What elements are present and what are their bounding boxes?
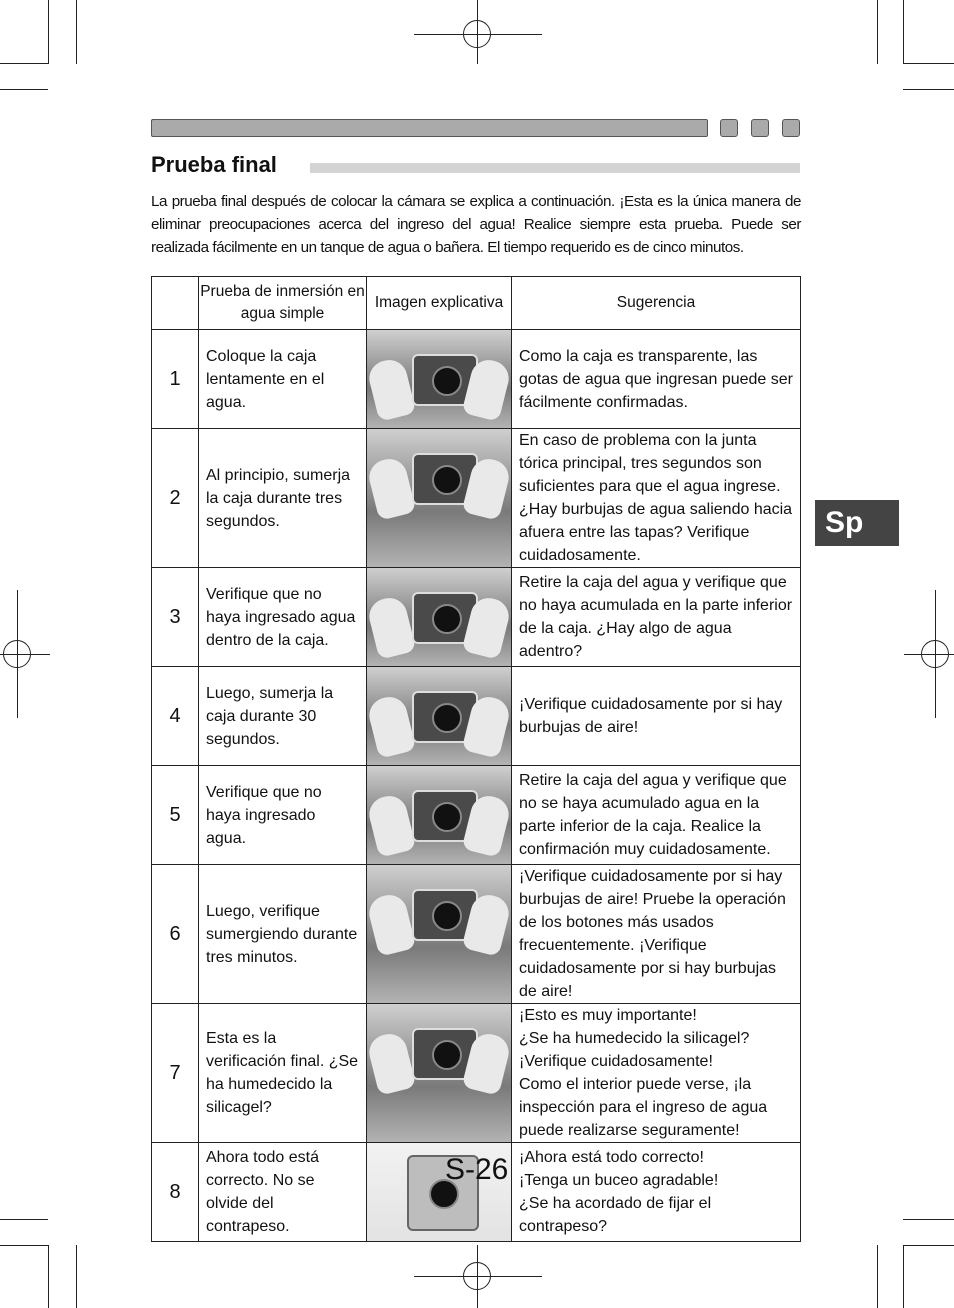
crop-mark bbox=[48, 0, 49, 64]
step-text: Luego, verifique sumergiendo durante tres minutos. bbox=[199, 865, 367, 1004]
step-text: Luego, sumerja la caja durante 30 segundos. bbox=[199, 667, 367, 766]
page-title: Prueba final bbox=[151, 152, 277, 177]
header-square bbox=[720, 119, 738, 137]
crop-mark bbox=[0, 1219, 48, 1220]
step-text: Esta es la verificación final. ¿Se ha humedecido la silicagel? bbox=[199, 1004, 367, 1143]
explanatory-image bbox=[367, 429, 512, 568]
header-square bbox=[751, 119, 769, 137]
step-text: Coloque la caja lentamente en el agua. bbox=[199, 330, 367, 429]
crop-mark bbox=[0, 63, 48, 64]
crop-mark bbox=[0, 89, 48, 90]
header-square bbox=[782, 119, 800, 137]
tip-line: ¿Se ha humedecido la silicagel? bbox=[519, 1030, 750, 1047]
step-number: 5 bbox=[152, 766, 199, 865]
table-row bbox=[152, 1004, 801, 1143]
intro-paragraph: La prueba final después de colocar la cámara se explica a continuación. ¡Esta es la única manera de eliminar preocupaciones acerca del ingreso del agua! Realice siempre esta prueba. Puede ser realizada fácilmente en un tanque de agua o bañera. El tiempo requerido es de cinco minutos. bbox=[151, 193, 801, 256]
crop-mark bbox=[0, 1245, 48, 1246]
crop-mark bbox=[903, 1245, 954, 1246]
registration-mark bbox=[3, 640, 31, 668]
header-bar bbox=[151, 119, 708, 137]
language-tab: Sp bbox=[815, 500, 899, 546]
step-text: Al principio, sumerja la caja durante tres segundos. bbox=[199, 429, 367, 568]
step-text: Verifique que no haya ingresado agua dentro de la caja. bbox=[199, 568, 367, 667]
registration-mark bbox=[921, 640, 949, 668]
column-header: Imagen explicativa bbox=[367, 277, 512, 330]
column-header bbox=[152, 277, 199, 330]
tip-text: Retire la caja del agua y verifique que no haya acumulada en la parte inferior de la caja. ¿Hay algo de agua adentro? bbox=[512, 568, 801, 667]
tip-text: Retire la caja del agua y verifique que no se haya acumulado agua en la parte inferior de la caja. Realice la confirmación muy cuidadosamente. bbox=[512, 766, 801, 865]
explanatory-image bbox=[367, 330, 512, 429]
step-number: 3 bbox=[152, 568, 199, 667]
table-header-row bbox=[152, 277, 801, 330]
crop-mark bbox=[903, 89, 954, 90]
crop-mark bbox=[877, 1245, 878, 1308]
table-row bbox=[152, 667, 801, 766]
tip-line: ¿Se ha acordado de fijar el contrapeso? bbox=[519, 1195, 712, 1235]
table-row bbox=[152, 429, 801, 568]
crop-mark bbox=[903, 1219, 954, 1220]
tip-text bbox=[512, 1143, 801, 1242]
table-row bbox=[152, 330, 801, 429]
tip-text: Como la caja es transparente, las gotas de agua que ingresan puede ser fácilmente confirmadas. bbox=[512, 330, 801, 429]
registration-mark bbox=[463, 20, 491, 48]
crop-mark bbox=[903, 1245, 904, 1308]
step-text: Ahora todo está correcto. No se olvide del contrapeso. bbox=[199, 1143, 367, 1242]
table-row bbox=[152, 568, 801, 667]
step-number: 7 bbox=[152, 1004, 199, 1143]
column-header: Prueba de inmersión en agua simple bbox=[199, 277, 367, 330]
tip-line: ¡Ahora está todo correcto! bbox=[519, 1149, 704, 1166]
explanatory-image bbox=[367, 667, 512, 766]
step-number: 8 bbox=[152, 1143, 199, 1242]
tip-line: ¡Esto es muy importante! bbox=[519, 1007, 697, 1024]
step-number: 2 bbox=[152, 429, 199, 568]
crop-mark bbox=[903, 63, 954, 64]
crop-mark bbox=[76, 1245, 77, 1308]
tip-line: ¡Verifique cuidadosamente! bbox=[519, 1053, 713, 1070]
registration-mark bbox=[463, 1262, 491, 1290]
step-number: 1 bbox=[152, 330, 199, 429]
step-text: Verifique que no haya ingresado agua. bbox=[199, 766, 367, 865]
tip-text: ¡Verifique cuidadosamente por si hay burbujas de aire! bbox=[512, 667, 801, 766]
crop-mark bbox=[76, 0, 77, 64]
tip-line: ¡Tenga un buceo agradable! bbox=[519, 1172, 719, 1189]
tip-text: ¡Verifique cuidadosamente por si hay burbujas de aire! Pruebe la operación de los botones más usados frecuentemente. ¡Verifique cuidadosamente por si hay burbujas de aire! bbox=[512, 865, 801, 1004]
column-header: Sugerencia bbox=[512, 277, 801, 330]
crop-mark bbox=[877, 0, 878, 64]
table-row bbox=[152, 766, 801, 865]
tip-line: Como el interior puede verse, ¡la inspección para el ingreso de agua puede realizarse seguramente! bbox=[519, 1076, 768, 1139]
crop-mark bbox=[48, 1245, 49, 1308]
table-row bbox=[152, 865, 801, 1004]
page-number: S-26 bbox=[445, 1153, 509, 1186]
explanatory-image bbox=[367, 766, 512, 865]
step-number: 6 bbox=[152, 865, 199, 1004]
explanatory-image bbox=[367, 865, 512, 1004]
explanatory-image bbox=[367, 568, 512, 667]
step-number: 4 bbox=[152, 667, 199, 766]
tip-text: En caso de problema con la junta tórica principal, tres segundos son suficientes para que el agua ingrese. ¿Hay burbujas de agua saliendo hacia afuera entre las tapas? Verifique cuidadosamente. bbox=[512, 429, 801, 568]
tip-text bbox=[512, 1004, 801, 1143]
crop-mark bbox=[903, 0, 904, 64]
explanatory-image bbox=[367, 1004, 512, 1143]
title-rule bbox=[310, 163, 800, 173]
test-table bbox=[151, 276, 801, 1242]
